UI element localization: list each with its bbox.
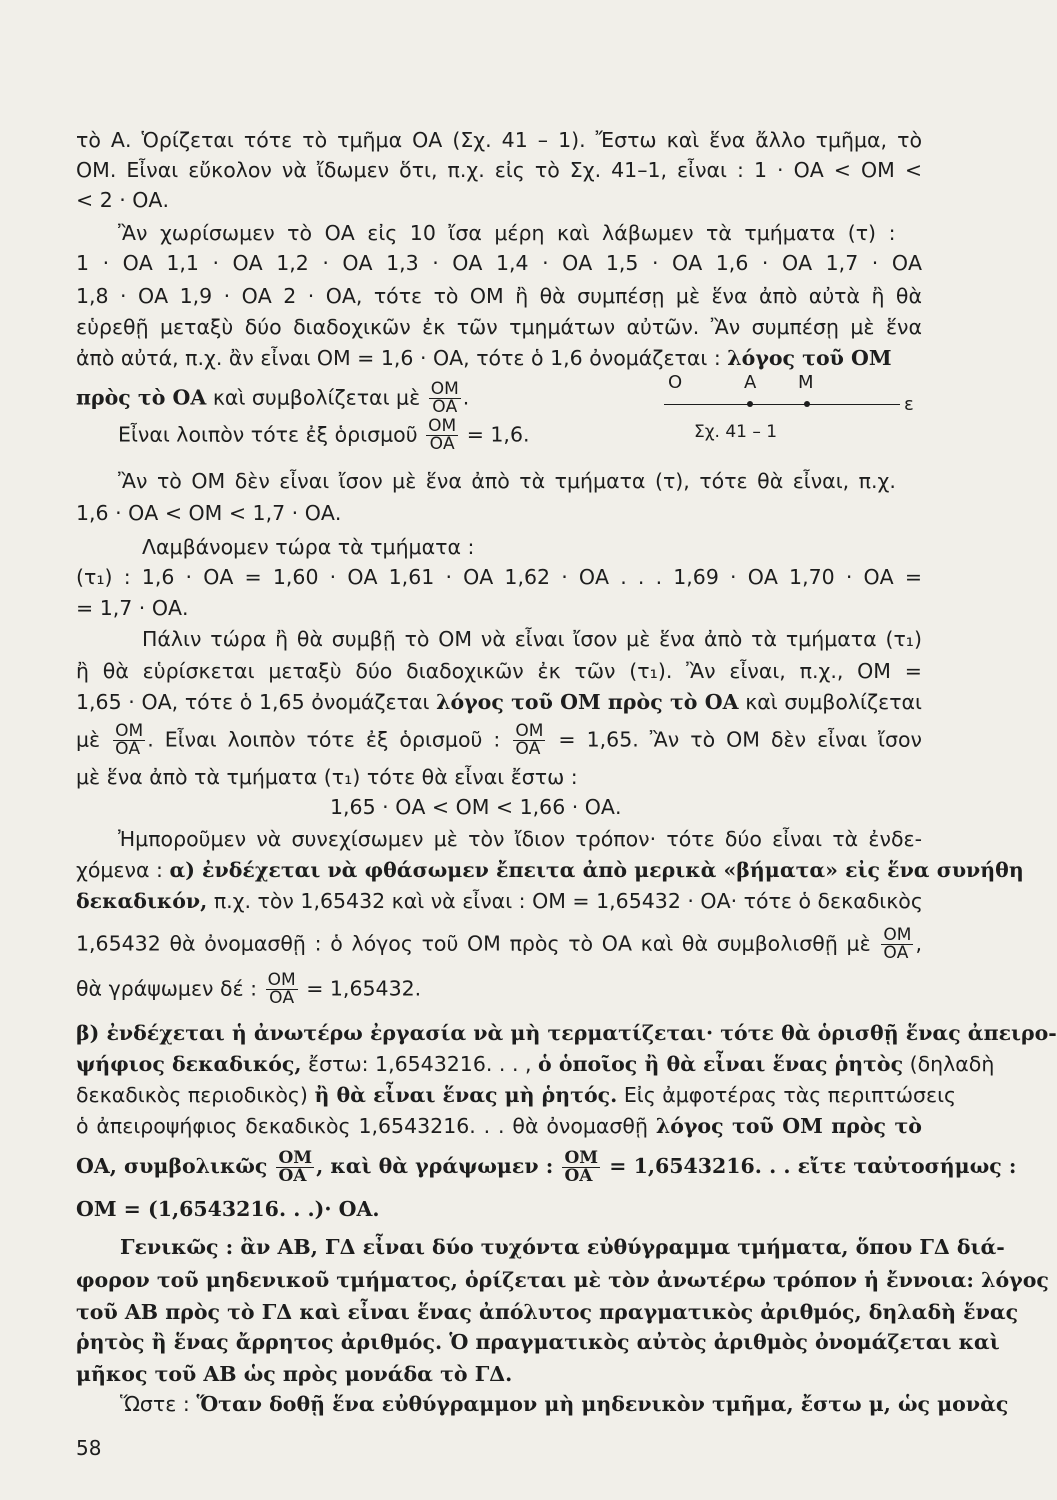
text-line: (τ₁) : 1,6 · ΟΑ = 1,60 · ΟΑ 1,61 · ΟΑ 1,62 · ΟΑ . . . 1,69 · ΟΑ 1,70 · ΟΑ = — [76, 565, 922, 589]
text-span: Εἶναι λοιπὸν τότε ἐξ ὁρισμοῦ — [118, 422, 418, 447]
text-line: Ἂν χωρίσωμεν τὸ ΟΑ εἰς 10 ἴσα μέρη καὶ λάβωμεν τὰ τμήματα (τ) : — [118, 221, 896, 245]
fraction-om-oa — [276, 1150, 314, 1185]
fraction-denominator: ΟΑ — [564, 1166, 593, 1186]
text-line: Πάλιν τώρα ἢ θὰ συμβῇ τὸ ΟΜ νὰ εἶναι ἴσον μὲ ἕνα ἀπὸ τὰ τμήματα (τ₁) — [142, 627, 922, 651]
text-line: 1 · ΟΑ 1,1 · ΟΑ 1,2 · ΟΑ 1,3 · ΟΑ 1,4 · ΟΑ 1,5 · ΟΑ 1,6 · ΟΑ 1,7 · ΟΑ — [76, 251, 922, 275]
fraction-numerator: ΟΜ — [115, 721, 144, 741]
bold-term: ἢ θὰ εἶναι ἕνας μὴ ῥητός. — [314, 1083, 618, 1107]
fraction-denominator: ΟΑ — [269, 988, 295, 1008]
text-line: τὸ Α. Ὁρίζεται τότε τὸ τμῆμα ΟΑ (Σχ. 41 – 1). Ἔστω καὶ ἕνα ἄλλο τμῆμα, τὸ — [76, 128, 922, 152]
fraction-denominator: ΟΑ — [432, 397, 458, 417]
text-line: ΟΜ. Εἶναι εὔκολον νὰ ἴδωμεν ὅτι, π.χ. εἰς τὸ Σχ. 41–1, εἶναι : 1 · ΟΑ < ΟΜ < — [76, 158, 922, 182]
text-line — [76, 1049, 995, 1079]
bold-term: δεκαδικόν, — [76, 889, 208, 913]
fraction-om-oa — [513, 723, 545, 758]
text-span: καὶ συμβολίζεται μὲ — [212, 385, 421, 410]
text-line — [120, 1389, 1009, 1419]
text-span: . — [462, 385, 470, 410]
text-span: = 1,65432. — [306, 976, 422, 1001]
fraction-om-oa — [113, 723, 145, 758]
point-a — [747, 401, 753, 407]
text-line — [76, 855, 1024, 885]
text-span: Εἰς ἀμφοτέρας τὰς περιπτώσεις — [623, 1083, 957, 1107]
text-span: θὰ γράψωμεν δέ : — [76, 976, 258, 1001]
fraction-numerator: ΟΜ — [428, 416, 457, 436]
label-a: Α — [744, 372, 757, 393]
fraction-denominator: ΟΑ — [883, 943, 909, 963]
text-line — [76, 687, 922, 717]
fraction-om-oa — [426, 418, 458, 453]
fraction-denominator: ΟΑ — [515, 739, 541, 759]
fraction-denominator: ΟΑ — [278, 1166, 307, 1186]
bold-term: λόγος τοῦ ΟΜ πρὸς τὸ — [655, 1114, 922, 1138]
bold-term: ὁ ὁποῖος ἢ θὰ εἶναι ἕνας ῥητὸς — [538, 1052, 904, 1076]
fraction-numerator: ΟΜ — [564, 1148, 599, 1168]
text-line: < 2 · ΟΑ. — [76, 188, 169, 212]
text-span: δεκαδικὸς περιοδικὸς) — [76, 1083, 308, 1107]
segment-figure — [664, 372, 922, 452]
text-span: ἔστω: 1,6543216. . . , — [308, 1052, 532, 1076]
text-line: Ἠμποροῦμεν νὰ συνεχίσωμεν μὲ τὸν ἴδιον τρόπον· τότε δύο εἶναι τὰ ἐνδε- — [118, 827, 922, 851]
point-m — [804, 401, 810, 407]
label-epsilon: ε — [904, 394, 914, 415]
text-span: 1,65432 θὰ ὀνομασθῇ : ὁ λόγος τοῦ ΟΜ πρὸς τὸ ΟΑ καὶ θὰ συμβολισθῇ μὲ — [76, 931, 871, 956]
text-line: Γενικῶς : ἂν ΑΒ, ΓΔ εἶναι δύο τυχόντα εὐθύγραμμα τμήματα, ὅπου ΓΔ διά- — [120, 1235, 1005, 1259]
figure-caption: Σχ. 41 – 1 — [694, 422, 778, 442]
text-span: . Εἶναι λοιπὸν τότε ἐξ ὁρισμοῦ : — [147, 727, 501, 752]
text-line: μῆκος τοῦ ΑΒ ὡς πρὸς μονάδα τὸ ΓΔ. — [76, 1362, 513, 1386]
fraction-denominator: ΟΑ — [429, 434, 455, 454]
text-line: εὑρεθῇ μεταξὺ δύο διαδοχικῶν ἐκ τῶν τμημάτων αὐτῶν. Ἂν συμπέσῃ μὲ ἕνα — [76, 315, 922, 339]
text-line — [118, 416, 638, 454]
bold-term: , καὶ θὰ γράψωμεν : — [316, 1154, 554, 1178]
text-line: Λαμβάνομεν τώρα τὰ τμήματα : — [142, 535, 475, 559]
fraction-om-oa — [562, 1150, 600, 1185]
text-line: φορον τοῦ μηδενικοῦ τμήματος, ὁρίζεται μὲ τὸν ἀνωτέρω τρόπον ἡ ἔννοια: λόγος — [76, 1268, 1049, 1292]
segment-line — [664, 404, 900, 405]
fraction-denominator: ΟΑ — [115, 739, 141, 759]
text-line: 1,8 · ΟΑ 1,9 · ΟΑ 2 · ΟΑ, τότε τὸ ΟΜ ἢ θὰ συμπέσῃ μὲ ἕνα ἀπὸ αὐτὰ ἢ θὰ — [76, 284, 922, 308]
text-line: μὲ ἕνα ἀπὸ τὰ τμήματα (τ₁) τότε θὰ εἶναι ἔστω : — [76, 765, 578, 789]
text-line — [76, 1111, 922, 1141]
fraction-numerator: ΟΜ — [883, 925, 912, 945]
text-span: ὁ ἀπειροψήφιος δεκαδικὸς 1,6543216. . . θὰ ὀνομασθῇ — [76, 1114, 648, 1138]
text-line — [76, 970, 596, 1008]
bold-term: Ὅταν δοθῇ ἕνα εὐθύγραμμον μὴ μηδενικὸν τμῆμα, ἔστω μ, ὡς μονὰς — [196, 1392, 1009, 1416]
label-m: Μ — [798, 372, 814, 393]
bold-term: = 1,6543216. . . εἴτε ταὐτοσήμως : — [609, 1154, 1017, 1178]
text-span: χόμενα : — [76, 858, 163, 882]
text-line — [76, 1148, 1017, 1186]
text-line — [76, 925, 922, 963]
label-o: Ο — [668, 372, 683, 393]
text-line: β) ἐνδέχεται ἡ ἀνωτέρω ἐργασία νὰ μὴ τερματίζεται· τότε θὰ ὁρισθῇ ἕνας ἀπειρο- — [76, 1021, 1057, 1045]
text-line: ΟΜ = (1,6543216. . .)· ΟΑ. — [76, 1197, 380, 1221]
text-line: ῥητὸς ἢ ἕνας ἄρρητος ἀριθμός. Ὁ πραγματικὸς αὐτὸς ἀριθμὸς ὀνομάζεται καὶ — [76, 1330, 1000, 1354]
text-line — [76, 1080, 957, 1110]
text-span: (δηλαδὴ — [909, 1052, 995, 1076]
bold-term: α) ἐνδέχεται νὰ φθάσωμεν ἔπειτα ἀπὸ μερικὰ «βήματα» εἰς ἕνα συνήθη — [169, 858, 1024, 882]
fraction-numerator: ΟΜ — [278, 1148, 313, 1168]
bold-term: ψήφιος δεκαδικός, — [76, 1052, 302, 1076]
fraction-numerator: ΟΜ — [515, 721, 544, 741]
text-span: καὶ συμβολίζεται — [745, 690, 922, 714]
text-span: ἀπὸ αὐτά, π.χ. ἂν εἶναι ΟΜ = 1,6 · ΟΑ, τότε ὁ 1,6 ὀνομάζεται : — [76, 346, 721, 370]
text-line: τοῦ ΑΒ πρὸς τὸ ΓΔ καὶ εἶναι ἕνας ἀπόλυτος πραγματικὸς ἀριθμός, δηλαδὴ ἕνας — [76, 1300, 1019, 1324]
text-span: Ὥστε : — [120, 1392, 190, 1416]
bold-term: πρὸς τὸ ΟΑ — [76, 385, 207, 410]
text-line — [76, 379, 476, 417]
fraction-numerator: ΟΜ — [430, 379, 459, 399]
text-span: μὲ — [76, 727, 101, 752]
bold-term: λόγος τοῦ ΟΜ — [727, 346, 892, 370]
fraction-om-oa — [881, 927, 913, 962]
fraction-om-oa — [266, 972, 298, 1007]
text-line: 1,65 · ΟΑ < ΟΜ < 1,66 · ΟΑ. — [330, 795, 622, 819]
fraction-om-oa — [429, 381, 461, 416]
page-number: 58 — [76, 1436, 102, 1460]
text-line: 1,6 · ΟΑ < ΟΜ < 1,7 · ΟΑ. — [76, 501, 342, 525]
text-line — [76, 343, 922, 373]
fraction-numerator: ΟΜ — [267, 970, 296, 990]
text-line: Ἂν τὸ ΟΜ δὲν εἶναι ἴσον μὲ ἕνα ἀπὸ τὰ τμήματα (τ), τότε θὰ εἶναι, π.χ. — [118, 469, 896, 493]
text-line: = 1,7 · ΟΑ. — [76, 596, 189, 620]
text-span: 1,65 · ΟΑ, τότε ὁ 1,65 ὀνομάζεται — [76, 690, 430, 714]
text-span: = 1,65. Ἂν τὸ ΟΜ δὲν εἶναι ἴσον — [558, 727, 922, 752]
text-span: π.χ. τὸν 1,65432 καὶ νὰ εἶναι : ΟΜ = 1,65432 · ΟΑ· τότε ὁ δεκαδικὸς — [213, 889, 923, 913]
text-span: = 1,6. — [466, 422, 530, 447]
bold-term: ΟΑ, συμβολικῶς — [76, 1154, 268, 1178]
text-span: , — [915, 931, 922, 956]
text-line — [76, 886, 922, 916]
text-line — [76, 721, 922, 759]
text-line: ἢ θὰ εὑρίσκεται μεταξὺ δύο διαδοχικῶν ἐκ τῶν (τ₁). Ἂν εἶναι, π.χ., ΟΜ = — [76, 659, 922, 683]
bold-term: λόγος τοῦ ΟΜ πρὸς τὸ ΟΑ — [436, 690, 739, 714]
